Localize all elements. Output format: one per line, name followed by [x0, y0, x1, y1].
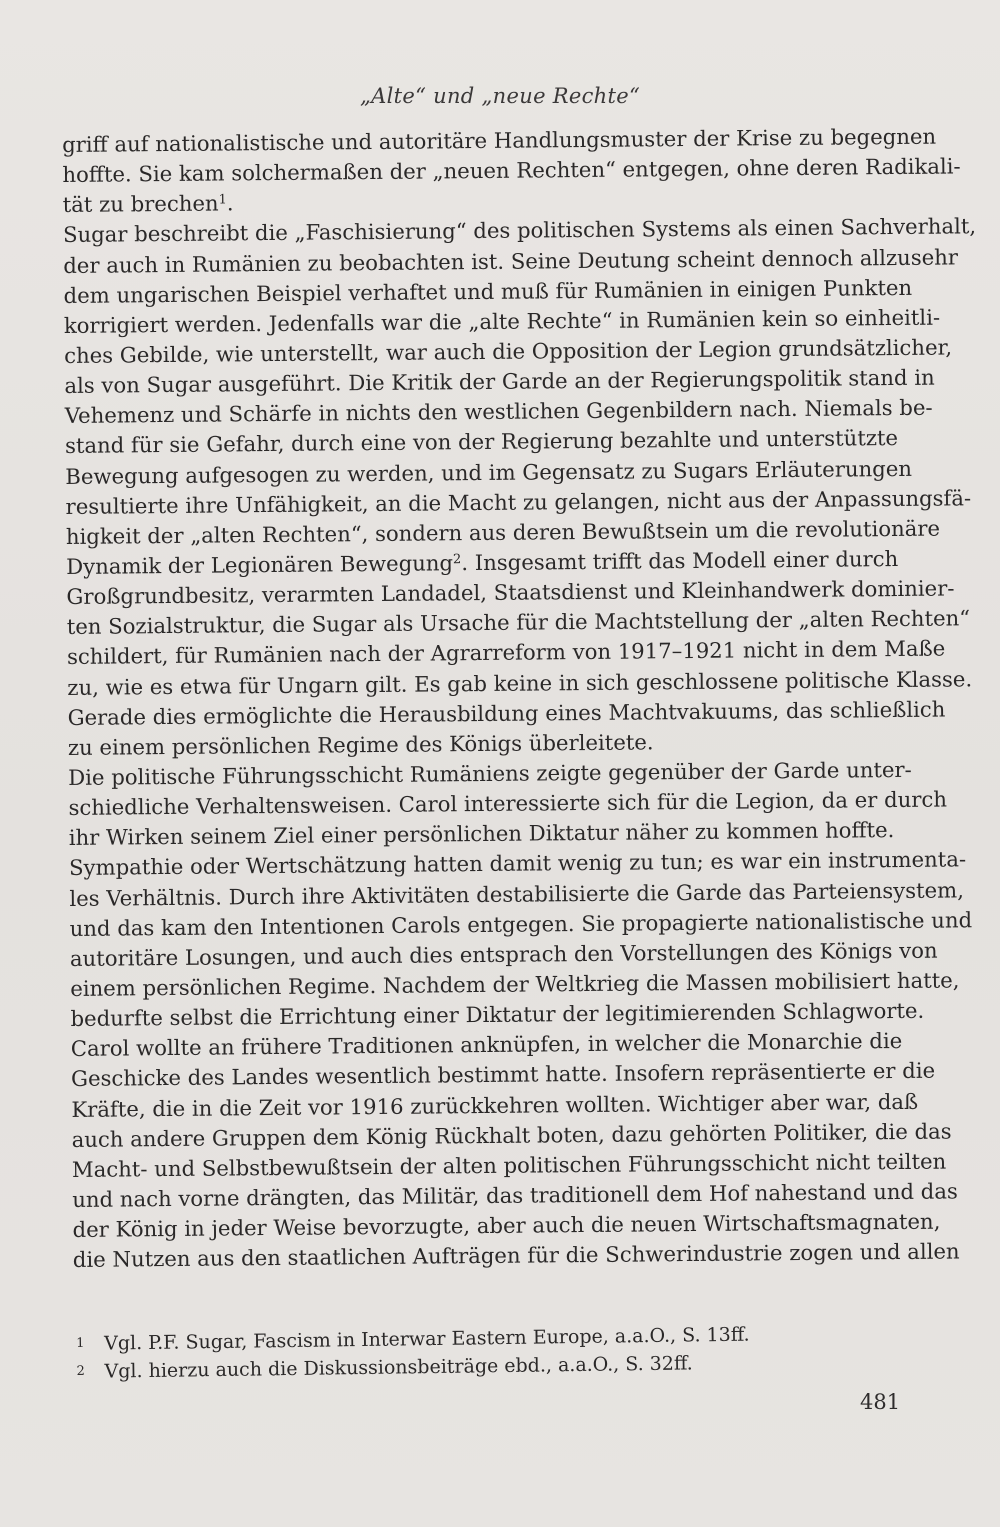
footnote-number: 1 [76, 1335, 85, 1351]
text-line: auch andere Gruppen dem König Rückhalt boten, dazu gehörten Politiker, die das [71, 1118, 952, 1152]
text-line: Macht- und Selbstbewußtsein der alten politischen Führungsschicht nicht teilten [71, 1148, 947, 1182]
text-line: der auch in Rumänien zu beobachten ist. Seine Deutung scheint dennoch allzusehr [63, 243, 959, 278]
text-line: ihr Wirken seinem Ziel einer persönlichen Diktatur näher zu kommen hoffte. [68, 817, 895, 851]
text-line: korrigiert werden. Jedenfalls war die „alte Rechte“ in Rumänien kein so einheitli- [63, 304, 941, 338]
text-line: dem ungarischen Beispiel verhaftet und muß für Rumänien in einigen Punkten [63, 274, 913, 308]
text-line: tät zu brechen$^1$. [62, 190, 234, 218]
text-line: schiedliche Verhaltensweisen. Carol interessierte sich für die Legion, da er durch [68, 786, 948, 821]
body-text [62, 122, 977, 1275]
text-line: griff auf nationalistische und autoritäre Handlungsmuster der Krise zu begegnen [62, 123, 937, 157]
text-line: Sugar beschreibt die „Faschisierung“ des politischen Systems als einen Sachverhalt, [62, 213, 977, 248]
text-line: Kräfte, die in die Zeit vor 1916 zurückkehren wollten. Wichtiger aber war, daß [71, 1088, 919, 1122]
text-line: Dynamik der Legionären Bewegung$^2$. Insgesamt trifft das Modell einer durch [66, 545, 899, 579]
text-line: Vehemenz und Schärfe in nichts den westlichen Gegenbildern nach. Niemals be- [64, 394, 933, 429]
text-line: zu, wie es etwa für Ungarn gilt. Es gab keine in sich geschlossene politische Klasse. [67, 665, 973, 700]
running-head: „Alte“ und „neue Rechte“ [360, 84, 640, 108]
text-line: Sympathie oder Wertschätzung hatten damit wenig zu tun; es war ein instrumenta- [68, 846, 967, 881]
text-line: die Nutzen aus den staatlichen Aufträgen für die Schwerindustrie zogen und allen [72, 1238, 960, 1273]
text-line: und nach vorne drängten, das Militär, das traditionell dem Hof nahestand und das [72, 1178, 958, 1212]
text-line: schildert, für Rumänien nach der Agrarreform von 1917–1921 nicht in dem Maße [66, 635, 946, 670]
footnote-text: Vgl. hierzu auch die Diskussionsbeiträge ebd., a.a.O., S. 32ff. [104, 1352, 693, 1383]
text-line: ches Gebilde, wie unterstellt, war auch die Opposition der Legion grundsätzlicher, [64, 334, 953, 368]
page-number: 481 [860, 1390, 901, 1414]
text-line: Bewegung aufgesogen zu werden, und im Gegensatz zu Sugars Erläuterungen [65, 455, 913, 489]
text-line: higkeit der „alten Rechten“, sondern aus deren Bewußtsein um die revolutionäre [65, 515, 941, 549]
text-line: Geschicke des Landes wesentlich bestimmt hatte. Insofern repräsentierte er die [70, 1058, 936, 1092]
footnote-ref[interactable]: 2 [452, 552, 462, 568]
footnote-text: Vgl. P.F. Sugar, Fascism in Interwar Eastern Europe, a.a.O., S. 13ff. [104, 1323, 750, 1355]
text-line: autoritäre Losungen, und auch dies entsprach den Vorstellungen des Königs von [69, 937, 938, 971]
text-line: als von Sugar ausgeführt. Die Kritik der Garde an der Regierungspolitik stand in [64, 364, 935, 399]
text-line: les Verhältnis. Durch ihre Aktivitäten destabilisierte die Garde das Parteiensystem, [69, 876, 965, 911]
text-line: ten Sozialstruktur, die Sugar als Ursache für die Machtstellung der „alten Rechten“ [66, 605, 971, 640]
footnotes [76, 1320, 777, 1386]
text-line: Carol wollte an frühere Traditionen anknüpfen, in welcher die Monarchie die [70, 1028, 903, 1062]
text-line: einem persönlichen Regime. Nachdem der Weltkrieg die Massen mobilisiert hatte, [70, 967, 960, 1001]
text-line: und das kam den Intentionen Carols entgegen. Sie propagierte nationalistische und [69, 906, 973, 941]
text-line: zu einem persönlichen Regime des Königs überleitete. [67, 729, 654, 760]
text-line: Gerade dies ermöglichte die Herausbildung eines Machtvakuums, das schließlich [67, 696, 946, 730]
text-line: stand für sie Gefahr, durch eine von der Regierung bezahlte und unterstützte [64, 425, 899, 459]
text-line: hoffte. Sie kam solchermaßen der „neuen Rechten“ entgegen, ohne deren Radikali- [62, 153, 961, 188]
text-line: der König in jeder Weise bevorzugte, aber auch die neuen Wirtschaftsmagnaten, [72, 1208, 941, 1243]
text-line: Großgrundbesitz, verarmten Landadel, Staatsdienst und Kleinhandwerk dominier- [66, 575, 955, 610]
footnote-ref[interactable]: 1 [218, 192, 227, 208]
footnote-number: 2 [76, 1363, 85, 1379]
text-line: resultierte ihre Unfähigkeit, an die Macht zu gelangen, nicht aus der Anpassungsfä- [65, 484, 972, 519]
text-line: bedurfte selbst die Errichtung einer Diktatur der legitimierenden Schlagworte. [70, 997, 925, 1032]
text-line: Die politische Führungsschicht Rumäniens zeigte gegenüber der Garde unter- [68, 756, 912, 790]
